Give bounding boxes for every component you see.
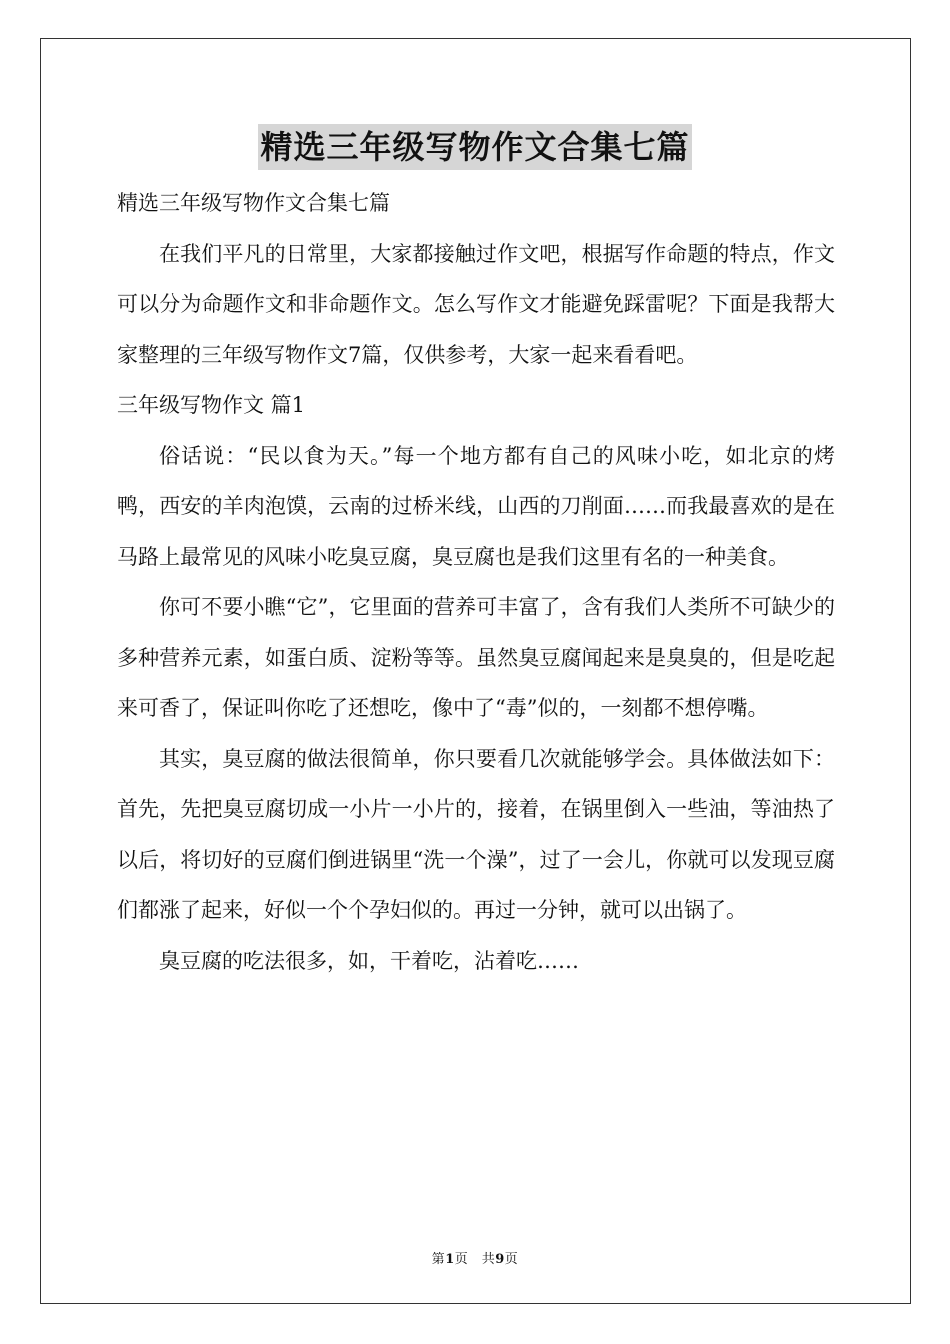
paragraph: 其实，臭豆腐的做法很简单，你只要看几次就能够学会。具体做法如下：首先，先把臭豆腐切成一小片一小片的，接着，在锅里倒入一些油，等油热了以后，将切好的豆腐们倒进锅里“洗一个澡”，过了一会儿，你就可以发现豆腐们都涨了起来，好似一个个孕妇似的。再过一分钟，就可以出锅了。 xyxy=(117,746,835,922)
paragraph: 俗话说：“民以食为天。”每一个地方都有自己的风味小吃，如北京的烤鸭，西安的羊肉泡馍，云南的过桥米线，山西的刀削面……而我最喜欢的是在马路上最常见的风味小吃臭豆腐，臭豆腐也是我们这里有名的一种美食。 xyxy=(117,443,835,569)
paragraph: 臭豆腐的吃法很多，如，干着吃，沾着吃…… xyxy=(159,948,579,973)
document-title: 精选三年级写物作文合集七篇 xyxy=(258,124,691,170)
document-body xyxy=(117,178,835,986)
footer-total-pages: 9 xyxy=(495,1252,505,1267)
paragraph: 在我们平凡的日常里，大家都接触过作文吧，根据写作命题的特点，作文可以分为命题作文和非命题作文。怎么写作文才能避免踩雷呢？下面是我帮大家整理的三年级写物作文7篇，仅供参考，大家一起来看看吧。 xyxy=(117,241,835,367)
footer-current-page: 1 xyxy=(445,1252,455,1267)
footer-suffix: 页 xyxy=(504,1252,519,1267)
footer-mid: 页 共 xyxy=(454,1252,496,1267)
footer-prefix: 第 xyxy=(431,1252,446,1267)
paragraph: 你可不要小瞧“它”，它里面的营养可丰富了，含有我们人类所不可缺少的多种营养元素，如蛋白质、淀粉等等。虽然臭豆腐闻起来是臭臭的，但是吃起来可香了，保证叫你吃了还想吃，像中了“毒”似的，一刻都不想停嘴。 xyxy=(117,595,835,720)
title-container xyxy=(0,124,950,170)
subtitle-line: 精选三年级写物作文合集七篇 xyxy=(117,191,390,215)
section-heading: 三年级写物作文 篇1 xyxy=(117,393,306,417)
page-footer xyxy=(0,1248,950,1267)
